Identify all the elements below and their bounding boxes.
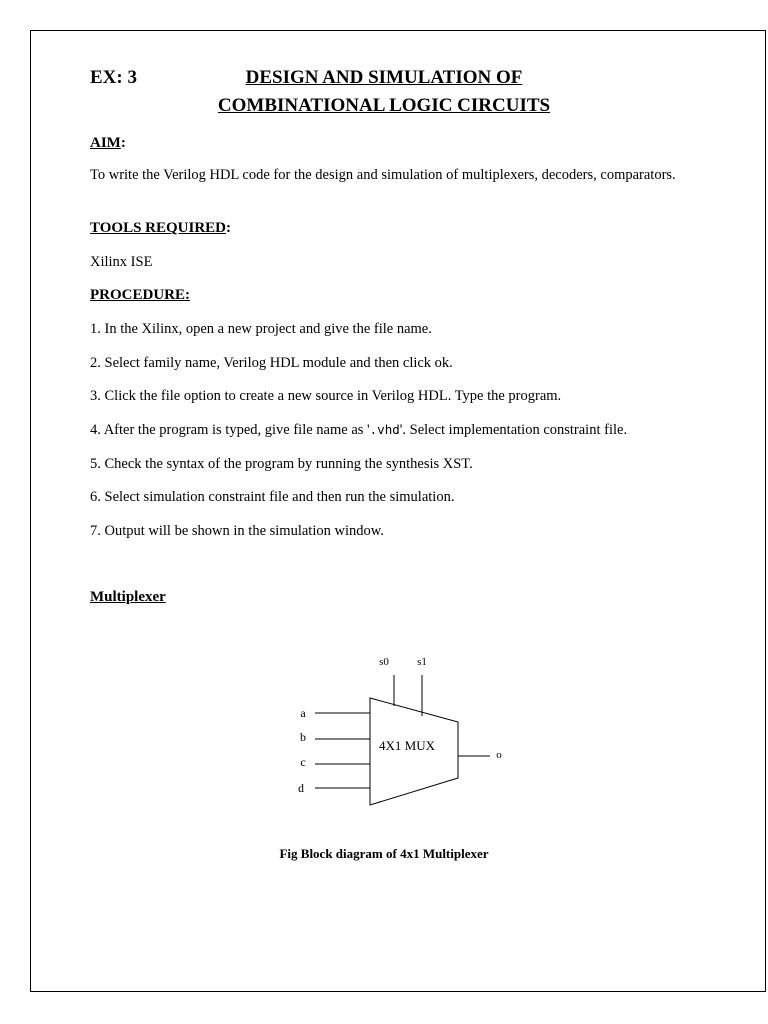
procedure-step-7: 7. Output will be shown in the simulation window. (90, 523, 384, 539)
mux-input-label-b: b (300, 730, 306, 744)
procedure-step-3: 3. Click the file option to create a new source in Verilog HDL. Type the program. (90, 388, 562, 404)
mux-select-label-s0: s0 (379, 656, 389, 668)
procedure-step-4 (90, 420, 678, 440)
mux-input-label-d: d (298, 781, 304, 795)
mux-block-label: 4X1 MUX (379, 738, 435, 753)
aim-heading-colon: : (120, 135, 126, 151)
mux-input-label-a: a (300, 706, 306, 720)
mux-block-diagram (280, 648, 510, 814)
procedure-step-1: 1. In the Xilinx, open a new project and give the file name. (90, 321, 432, 337)
procedure-step-5: 5. Check the syntax of the program by running the synthesis XST. (90, 456, 473, 472)
multiplexer-heading (90, 588, 166, 606)
tools-text: Xilinx ISE (90, 254, 153, 270)
multiplexer-heading-label: Multiplexer (90, 589, 166, 605)
procedure-heading (90, 286, 190, 304)
page-title-line-2: COMBINATIONAL LOGIC CIRCUITS (217, 95, 551, 116)
procedure-step-2: 2. Select family name, Verilog HDL module and then click ok. (90, 355, 453, 371)
aim-heading-label: AIM (90, 135, 121, 151)
tools-heading (90, 219, 231, 237)
mux-input-label-c: c (300, 755, 306, 769)
exercise-number: EX: 3 (90, 67, 137, 88)
aim-text: To write the Verilog HDL code for the design and simulation of multiplexers, decoders, comparators. (90, 167, 676, 183)
procedure-step-4-after: '. Select implementation constraint file. (399, 422, 628, 438)
procedure-heading-label: PROCEDURE: (90, 287, 190, 303)
figure-caption: Fig Block diagram of 4x1 Multiplexer (279, 846, 489, 861)
procedure-step-4-before: 4. After the program is typed, give file name as ' (90, 422, 370, 438)
page-title-line-1: DESIGN AND SIMULATION OF (245, 67, 523, 88)
mux-output-label: o (496, 749, 502, 761)
procedure-step-6: 6. Select simulation constraint file and then run the simulation. (90, 489, 455, 505)
tools-heading-label: TOOLS REQUIRED (90, 220, 227, 236)
tools-heading-colon: : (226, 220, 232, 236)
aim-heading (90, 134, 126, 152)
mux-select-label-s1: s1 (417, 656, 427, 668)
mux-diagram-svg (280, 648, 510, 814)
procedure-step-4-extension: .vhd (369, 422, 400, 437)
